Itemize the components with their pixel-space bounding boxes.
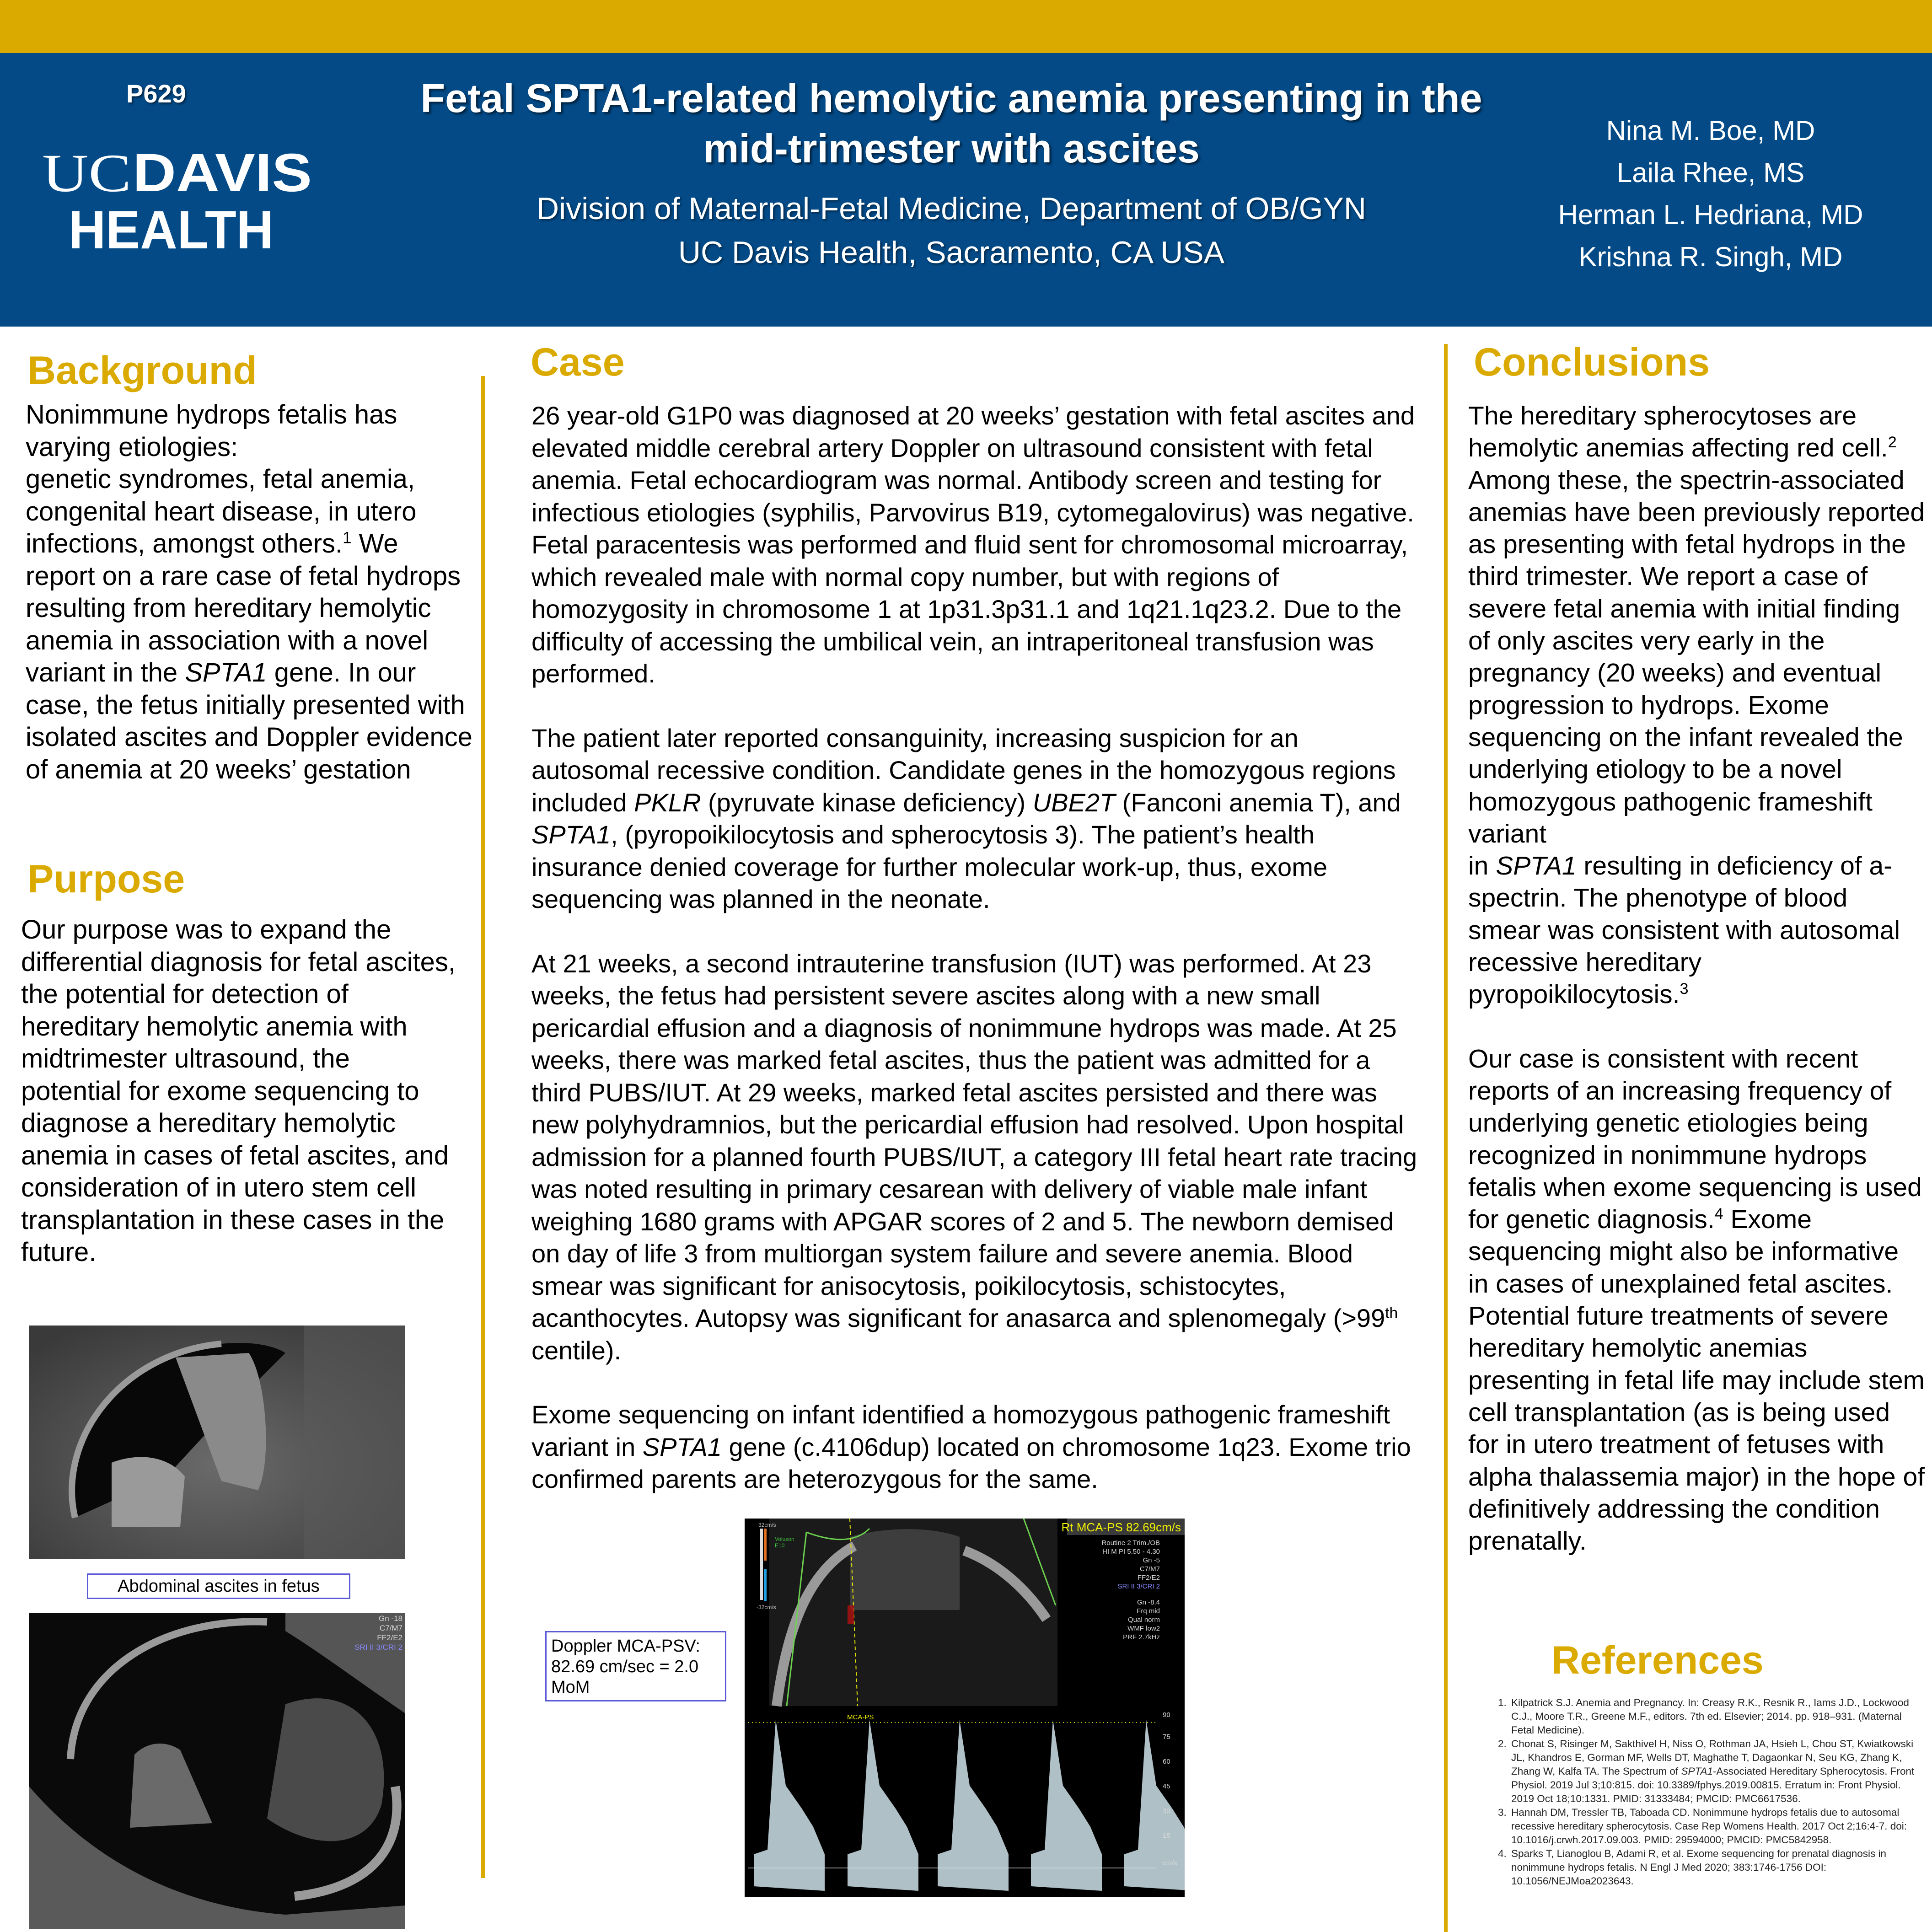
title-line-1: Fetal SPTA1-related hemolytic anemia presenting in the: [420, 75, 1482, 121]
reference-item: 1. Kilpatrick S.J. Anemia and Pregnancy. In: Creasy R.K., Resnik R., Iams J.D., Lockwood C.J., Moore T.R., Greene M.F., editors. 7th ed. Elsevier; 2014. pp. 918–931. (Maternal Fetal Medicine).: [1509, 1696, 1921, 1737]
affiliation: [357, 187, 1546, 274]
title-line-2: mid-trimester with ascites: [703, 126, 1200, 171]
setting-line: Routine 2 Trim./OB: [1101, 1539, 1160, 1547]
axis-tick: 60: [1163, 1758, 1170, 1766]
conclusions-paragraph-2: [1468, 1043, 1926, 1557]
ultrasound-image-hydrops: [29, 1613, 405, 1929]
background-heading: Background: [27, 349, 257, 392]
conclusions-paragraph-1: [1468, 400, 1926, 1011]
citation-2: 2: [1888, 434, 1897, 451]
case-p2-c: (Fanconi anemia T), and: [1115, 788, 1401, 817]
conclusions-p2-a: Our case is consistent with recent reports of an increasing frequency of underlying genetic etiologies being recognized in nonimmune hydrops fetalis when exome sequencing is used for genetic diagnosis.: [1468, 1044, 1922, 1234]
reference-item: 3. Hannah DM, Tressler TB, Taboada CD. Nonimmune hydrops fetalis due to autosomal recessive hereditary spherocytosis. Case Rep Womens Health. 2017 Oct 2;16:4-7. doi: 10.1016/j.crwh.2017.09.003. PMID: 29594000; PMCID: PMC5842958.: [1509, 1806, 1921, 1847]
case-p2-a: The patient later reported consanguinity, increasing suspicion for an autosomal recessive condition. Candidate genes in the homozygous regions included: [531, 723, 1396, 817]
case-paragraph-1: 26 year-old G1P0 was diagnosed at 20 weeks’ gestation with fetal ascites and elevated middle cerebral artery Doppler on ultrasound consistent with fetal anemia. Fetal echocardiogram was normal. Antibody screen and testing for infectious etiologies (syphilis, Parvovirus B19, cytomegalovirus) was negative. Fetal paracentesis was performed and fluid sent for chromosomal microarray, which revealed male with normal copy number, but with regions of homozygosity in chromosome 1 at 1p31.3p31.1 and 1q21.1q23.2. Due to the difficulty of accessing the umbilical vein, an intraperitoneal transfusion was performed.: [531, 401, 1415, 688]
setting-line: C7/M7: [1139, 1565, 1160, 1573]
setting-line: HI M PI 5.50 - 4.30: [1102, 1548, 1160, 1556]
setting-line: Gn -5: [1143, 1556, 1160, 1564]
author: Herman L. Hedriana, MD: [1558, 199, 1863, 230]
overlay-line: FF2/E2: [377, 1633, 402, 1642]
doppler-scale-bottom: -32cm/s: [757, 1604, 776, 1610]
ultrasound-hydrops-graphic: [29, 1613, 405, 1929]
poster-title: [357, 73, 1546, 174]
case-text: [531, 400, 1423, 1528]
background-text-b: genetic syndromes, fetal anemia, congenital heart disease, in utero infections, amongst others.: [26, 464, 417, 558]
poster-id: P629: [126, 79, 186, 108]
case-p3-a: At 21 weeks, a second intrauterine transfusion (IUT) was performed. At 23 weeks, the fetus had persistent severe ascites along with a new small pericardial effusion and a diagnosis of nonimmune hydrops was made. At 25 weeks, there was marked fetal ascites, thus the patient was admitted for a third PUBS/IUT. At 29 weeks, marked fetal ascites persisted and there was new polyhydramnios, but the pericardial effusion had resolved. Upon hospital admission for a planned fourth PUBS/IUT, a category III fetal heart rate tracing was noted resulting in primary cesarean with delivery of viable male infant weighing 1680 grams with APGAR scores of 2 and 5. The newborn demised on day of life 3 from multiorgan system failure and severe anemia. Blood smear was significant for anisocytosis, poikilocytosis, schistocytes, acanthocytes. Autopsy was significant for anasarca and splenomegaly (>99: [531, 949, 1417, 1332]
doppler-scale-top: 32cm/s: [758, 1522, 776, 1528]
conclusions-p1-d: resulting in deficiency of a-spectrin. The phenotype of blood smear was consistent with autosomal recessive hereditary pyropoikilocytosis.: [1468, 851, 1900, 1009]
ultrasound-overlay-settings: [354, 1614, 402, 1652]
case-p4-b: gene (c.4106dup) located on chromosome 1q23. Exome trio confirmed parents are heterozygous for the same.: [531, 1432, 1411, 1493]
case-paragraph-4: [531, 1399, 1423, 1496]
device-name: Voluson: [775, 1536, 794, 1542]
case-heading: Case: [531, 340, 625, 384]
reference-2-a: Chonat S, Risinger M, Sakthivel H, Niss O, Rothman JA, Hsieh L, Chou ST, Kwiatkowski JL, Khandros E, Gorman MF, Wells DT, Maghathe T, Dagaonkar N, Seu KG, Zhang K, Zhang W, Kalfa TA. The Spectrum of: [1511, 1738, 1914, 1777]
references-list: [1482, 1696, 1921, 1888]
ultrasound-image-ascites: [29, 1326, 405, 1559]
citation-1: 1: [343, 529, 352, 547]
background-text: [26, 399, 474, 786]
doppler-caption-line: MoM: [551, 1678, 590, 1697]
conclusions-p1-c: in: [1468, 851, 1496, 881]
uc-davis-health-logo: [42, 145, 317, 255]
case-paragraph-3: [531, 948, 1423, 1367]
citation-3: 3: [1680, 980, 1689, 998]
column-divider-left: [481, 376, 485, 1878]
citation-4: 4: [1714, 1205, 1723, 1223]
column-divider-right: [1444, 344, 1448, 1932]
gene-name: PKLR: [634, 788, 701, 817]
affiliation-line-2: UC Davis Health, Sacramento, CA USA: [678, 235, 1225, 270]
case-p2-b: (pyruvate kinase deficiency): [701, 788, 1033, 817]
conclusions-text: [1468, 400, 1926, 1589]
doppler-device-label: [775, 1536, 794, 1549]
logo-uc: UC: [42, 145, 131, 203]
case-p2-d: , (pyropoikilocytosis and spherocytosis 3). The patient’s health insurance denied coverage for further molecular work-up, thus, exome sequencing was planned in the neonate.: [531, 820, 1327, 913]
caption-doppler: [545, 1631, 726, 1701]
setting-line: WMF low2: [1127, 1625, 1160, 1632]
doppler-caption-line: Doppler MCA-PSV:: [551, 1637, 700, 1656]
superscript: th: [1385, 1304, 1398, 1322]
background-text-d: gene. In our case, the fetus initially presented with isolated ascites and Doppler evidence of anemia at 20 weeks’ gestation: [26, 658, 472, 784]
author: Nina M. Boe, MD: [1606, 115, 1815, 146]
device-model: E10: [775, 1542, 785, 1549]
doppler-measurement: Rt MCA-PS 82.69cm/s: [1061, 1520, 1181, 1534]
logo-health: HEALTH: [69, 200, 274, 255]
purpose-text: Our purpose was to expand the differential diagnosis for fetal ascites, the potential for detection of hereditary hemolytic anemia with midtrimester ultrasound, the potential for exome sequencing to diagnose a hereditary hemolytic anemia in cases of fetal ascites, and consideration of in utero stem cell transplantation in these cases in the future.: [21, 915, 456, 1267]
reference-item: 4. Sparks T, Lianoglou B, Adami R, et al. Exome sequencing for prenatal diagnosis in nonimmune hydrops fetalis. N Engl J Med 2020; 383:1746-1756 DOI: 10.1056/NEJMoa2023643.: [1509, 1847, 1921, 1888]
reference-2-b: -Associated Hereditary Spherocytosis. Front Physiol. 2019 Jul 3;10:815. doi: 10.3389/fphys.2019.00815. Erratum in: Front Physiol. 2019 Oct 18;10:1331. PMID: 31333484; PMCID: PMC6617536.: [1511, 1766, 1915, 1804]
setting-line: SRI II 3/CRI 2: [1117, 1583, 1160, 1590]
purpose-heading: Purpose: [27, 857, 185, 901]
setting-line: FF2/E2: [1137, 1574, 1160, 1582]
gene-name: SPTA1: [185, 658, 267, 687]
background-text-a: Nonimmune hydrops fetalis has varying etiologies:: [26, 400, 397, 462]
axis-tick: 45: [1163, 1782, 1170, 1790]
doppler-marker-label: MCA-PS: [847, 1713, 874, 1721]
top-gold-band: [0, 0, 1932, 53]
setting-line: Gn -8.4: [1137, 1599, 1160, 1606]
doppler-ultrasound-image: [745, 1519, 1185, 1897]
case-paragraph-2: [531, 722, 1423, 916]
conclusions-p1-a: The hereditary spherocytoses are hemolytic anemias affecting red cell.: [1468, 401, 1888, 463]
doppler-caption-line: 82.69 cm/sec = 2.0: [551, 1657, 699, 1676]
setting-line: PRF 2.7kHz: [1123, 1633, 1160, 1641]
background-text-c: We report on a rare case of fetal hydrops resulting from hereditary hemolytic anemia in association with a novel variant in the: [26, 529, 461, 687]
axis-unit: cm/s: [1163, 1859, 1177, 1867]
setting-line: Qual norm: [1127, 1616, 1160, 1624]
caption-ascites: [87, 1573, 350, 1599]
case-p3-b: centile).: [531, 1336, 622, 1365]
doppler-settings: [1101, 1539, 1160, 1642]
author-list: [1523, 110, 1898, 278]
axis-tick: 75: [1163, 1733, 1170, 1741]
ultrasound-ascites-graphic: [29, 1326, 405, 1559]
author: Krishna R. Singh, MD: [1578, 242, 1843, 272]
caption-ascites-text: Abdominal ascites in fetus: [118, 1577, 320, 1596]
affiliation-line-1: Division of Maternal-Fetal Medicine, Department of OB/GYN: [536, 191, 1367, 226]
conclusions-heading: Conclusions: [1474, 340, 1710, 384]
case-p4-a: Exome sequencing on infant identified a homozygous pathogenic frameshift variant in: [531, 1400, 1390, 1461]
logo-davis: DAVIS: [133, 145, 312, 203]
axis-tick: 15: [1163, 1832, 1170, 1840]
reference-item: [1509, 1737, 1921, 1806]
conclusions-p2-b: Exome sequencing might also be informative in cases of unexplained fetal ascites. Potential future treatments of severe hereditary hemolytic anemias presenting in fetal life may include stem cell transplantation (as is being used for in utero treatment of fetuses with alpha thalassemia major) in the hope of definitively addressing the condition prenatally.: [1468, 1205, 1925, 1556]
gene-name: SPTA1: [642, 1432, 722, 1461]
axis-tick: 90: [1163, 1711, 1170, 1719]
setting-line: Frq mid: [1137, 1607, 1160, 1615]
overlay-line: C7/M7: [379, 1624, 402, 1632]
references-heading: References: [1551, 1638, 1764, 1682]
axis-tick: 30: [1163, 1807, 1170, 1815]
overlay-line: Gn -18: [379, 1614, 402, 1623]
gene-name: SPTA1: [1681, 1766, 1713, 1777]
conclusions-p1-b: Among these, the spectrin-associated anemias have been previously reported as presenting with fetal hydrops in the third trimester. We report a case of severe fetal anemia with initial finding of only ascites very early in the pregnancy (20 weeks) and eventual progression to hydrops. Exome sequencing on the infant revealed the underlying etiology to be a novel homozygous pathogenic frameshift variant: [1468, 465, 1925, 848]
overlay-line: SRI II 3/CRI 2: [354, 1643, 402, 1652]
author: Laila Rhee, MS: [1616, 157, 1805, 188]
gene-name: SPTA1: [531, 820, 611, 849]
gene-name: SPTA1: [1496, 851, 1577, 881]
gene-name: UBE2T: [1032, 788, 1116, 817]
